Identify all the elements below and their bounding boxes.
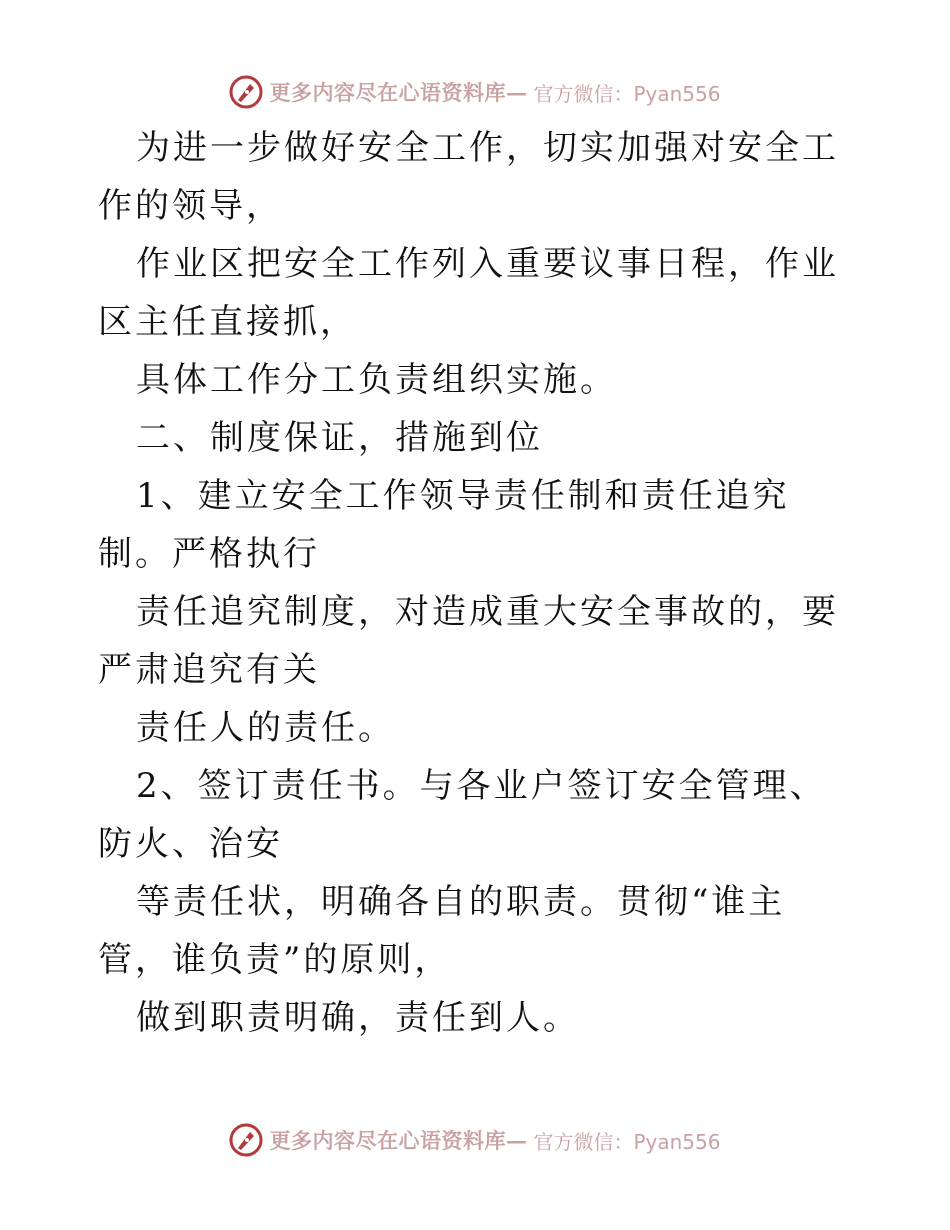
paragraph: 做到职责明确，责任到人。 [136,998,580,1038]
footer-site-text: 更多内容尽在心语资料库— [269,1128,528,1153]
pen-nib-logo-icon [229,1123,263,1157]
paragraph: 为进一步做好安全工作，切实加强对安全工作的领导， [98,128,839,226]
paragraph: 1、建立安全工作领导责任制和责任追究制。严格执行 [98,476,790,574]
paragraph: 具体工作分工负责组织实施。 [136,360,617,400]
header-wechat-text: 官方微信：Pyan556 [533,81,721,106]
document-body [98,119,858,1047]
header-site-text: 更多内容尽在心语资料库— [269,80,528,105]
paragraph: 等责任状，明确各自的职责。贯彻“谁主管，谁负责”的原则， [98,882,786,980]
paragraph: 作业区把安全工作列入重要议事日程，作业区主任直接抓， [98,244,839,342]
footer-watermark [0,1120,950,1160]
pen-nib-logo-icon [229,75,263,109]
header-watermark [0,72,950,112]
paragraph: 责任追究制度，对造成重大安全事故的，要严肃追究有关 [98,592,839,690]
paragraph: 二、制度保证，措施到位 [136,418,543,458]
footer-wechat-text: 官方微信：Pyan556 [533,1129,721,1154]
paragraph: 责任人的责任。 [136,708,395,748]
paragraph: 2、签订责任书。与各业户签订安全管理、防火、治安 [98,766,827,864]
